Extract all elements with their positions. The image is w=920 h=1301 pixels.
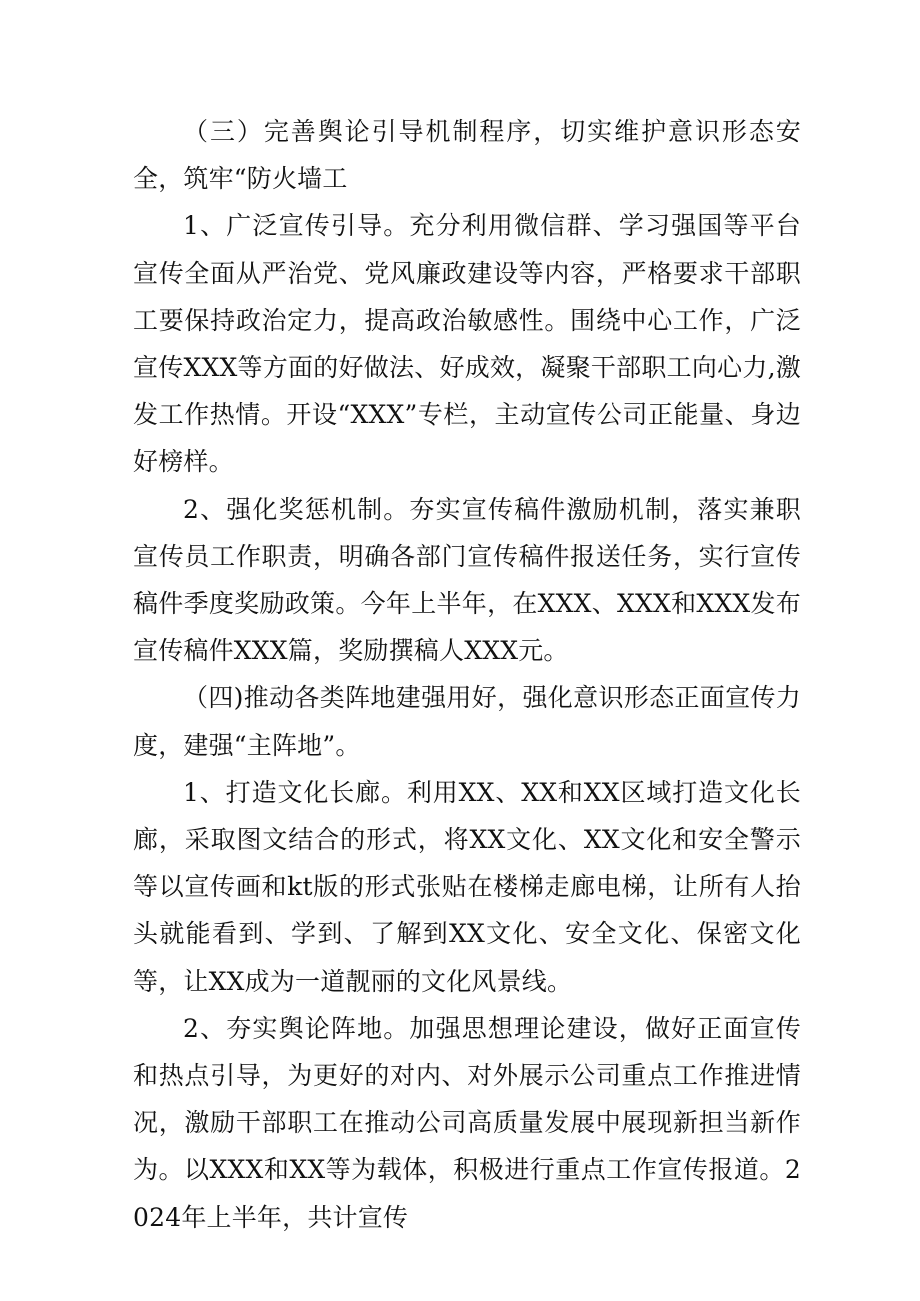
- paragraph-publicity-guidance: 1、广泛宣传引导。充分利用微信群、学习强国等平台宣传全面从严治党、党风廉政建设等内容，严格要求干部职工要保持政治定力，提高政治敏感性。围绕中心工作，广泛宣传XXX等方面的好做法、好成效，凝聚干部职工向心力,激发工作热情。开设“XXX”专栏，主动宣传公司正能量、身边好榜样。: [133, 211, 801, 477]
- section-4-heading: （四)推动各类阵地建强用好，强化意识形态正面宣传力度，建强“主阵地”。: [133, 683, 801, 760]
- paragraph-culture-corridor: 1、打造文化长廊。利用XX、XX和XX区域打造文化长廊，采取图文结合的形式，将XX文化、XX文化和安全警示等以宣传画和kt版的形式张贴在楼梯走廊电梯，让所有人抬头就能看到、学到、了解到XX文化、安全文化、保密文化等，让XX成为一道靓丽的文化风景线。: [133, 777, 801, 996]
- paragraph-reward-mechanism: 2、强化奖惩机制。夯实宣传稿件激励机制，落实兼职宣传员工作职责，明确各部门宣传稿件报送任务，实行宣传稿件季度奖励政策。今年上半年，在XXX、XXX和XXX发布宣传稿件XXX篇，奖励撰稿人XXX元。: [133, 494, 801, 666]
- section-3-heading: （三）完善舆论引导机制程序，切实维护意识形态安全，筑牢“防火墙工: [133, 117, 801, 194]
- document-body: [133, 108, 801, 1241]
- paragraph-opinion-front: 2、夯实舆论阵地。加强思想理论建设，做好正面宣传和热点引导，为更好的对内、对外展示公司重点工作推进情况，激励干部职工在推动公司高质量发展中展现新担当新作为。以XXX和XX等为载体，积极进行重点工作宣传报道。2024年上半年，共计宣传: [133, 1013, 801, 1232]
